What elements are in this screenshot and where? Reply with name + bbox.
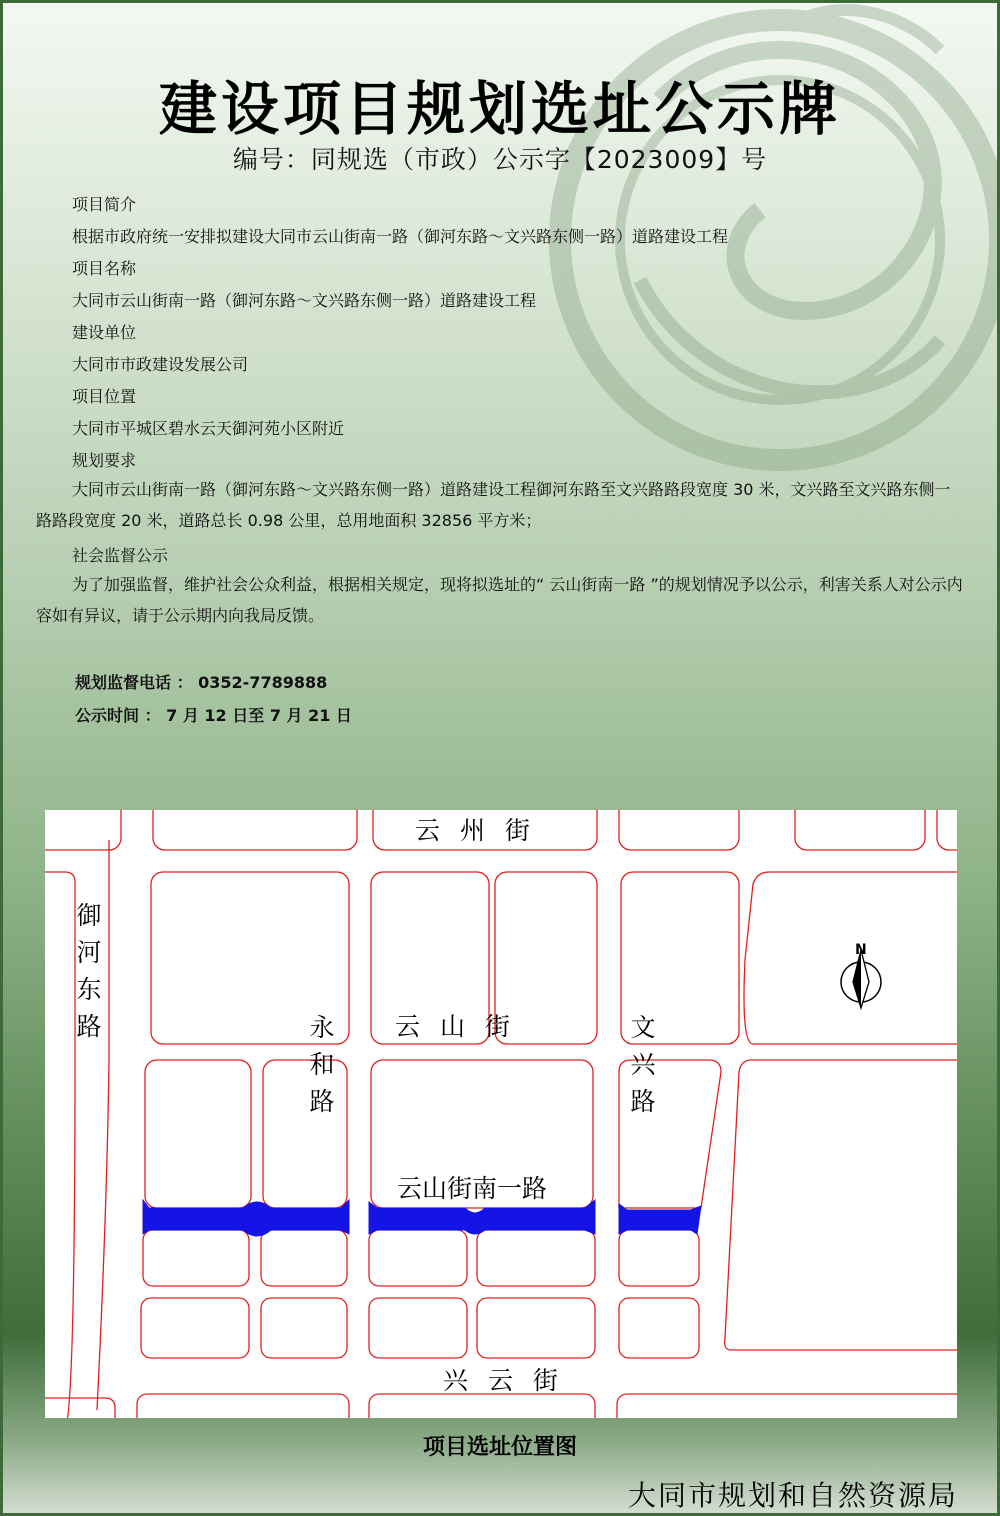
location-text: 大同市平城区碧水云天御河苑小区附近 bbox=[72, 419, 345, 438]
block bbox=[617, 1394, 957, 1418]
block bbox=[725, 1060, 957, 1350]
north-label: N bbox=[855, 942, 867, 958]
location-map bbox=[45, 810, 957, 1418]
requirements-label: 规划要求 bbox=[72, 451, 137, 470]
block bbox=[45, 872, 75, 1418]
block bbox=[477, 1298, 595, 1358]
block bbox=[369, 1230, 467, 1286]
requirements-text: 大同市云山街南一路（御河东路～文兴路东侧一路）道路建设工程御河东路至文兴路路段宽度 30 米，文兴路至文兴路东侧一路路段宽度 20 米，道路总长 0.98 公里，总用地面积 32856 平方米； bbox=[36, 480, 951, 530]
phone-line: 规划监督电话 ： 0352-7789888 bbox=[75, 673, 328, 692]
road-label-yunshan: 云 山 街 bbox=[395, 1012, 516, 1041]
map-drawing bbox=[45, 810, 957, 1418]
block bbox=[143, 1230, 249, 1286]
issuing-authority: 大同市规划和自然资源局 bbox=[627, 1479, 958, 1512]
road-label-yonghe: 永和路 bbox=[306, 1014, 335, 1125]
page-title: 建设项目规划选址公示牌 bbox=[158, 75, 841, 143]
north-arrow-icon bbox=[841, 942, 881, 1008]
unit-text: 大同市市政建设发展公司 bbox=[72, 355, 249, 374]
supervision-label: 社会监督公示 bbox=[72, 546, 169, 565]
block bbox=[261, 1298, 347, 1358]
intro-text: 根据市政府统一安排拟建设大同市云山街南一路（御河东路～文兴路东侧一路）道路建设工程 bbox=[72, 227, 729, 246]
unit-label: 建设单位 bbox=[72, 323, 137, 342]
map-caption: 项目选址位置图 bbox=[422, 1435, 577, 1460]
block bbox=[369, 1394, 595, 1418]
road-label-project: 云山街南一路 bbox=[397, 1174, 548, 1203]
block bbox=[795, 810, 925, 850]
period-line: 公示时间 ： 7 月 12 日至 7 月 21 日 bbox=[75, 706, 352, 725]
block bbox=[261, 1230, 347, 1286]
notice-number: 编号：同规选（市政）公示字【2023009】号 bbox=[232, 145, 768, 174]
block bbox=[619, 810, 739, 850]
block bbox=[141, 1298, 249, 1358]
location-label: 项目位置 bbox=[72, 387, 137, 406]
block bbox=[145, 1060, 251, 1208]
road-label-yunzhou: 云 州 街 bbox=[415, 816, 536, 845]
block bbox=[619, 1298, 699, 1358]
block bbox=[153, 810, 357, 850]
name-label: 项目名称 bbox=[72, 259, 137, 278]
block bbox=[744, 872, 957, 1044]
block bbox=[619, 1230, 699, 1286]
road-label-wenxing: 文兴路 bbox=[627, 1014, 656, 1125]
block bbox=[369, 1298, 467, 1358]
supervision-text: 为了加强监督，维护社会公众利益，根据相关规定，现将拟选址的“ 云山街南一路 ”的规划情况予以公示，利害关系人对公示内容如有异议，请于公示期内向我局反馈。 bbox=[36, 575, 963, 625]
block bbox=[477, 1230, 595, 1286]
block bbox=[937, 810, 957, 850]
intro-label: 项目简介 bbox=[72, 195, 137, 214]
road-label-xingyun: 兴 云 街 bbox=[443, 1366, 564, 1395]
block bbox=[137, 1394, 349, 1418]
block bbox=[45, 1398, 115, 1418]
name-text: 大同市云山街南一路（御河东路～文兴路东侧一路）道路建设工程 bbox=[72, 291, 537, 310]
road-label-yuhe: 御河东路 bbox=[73, 902, 102, 1050]
